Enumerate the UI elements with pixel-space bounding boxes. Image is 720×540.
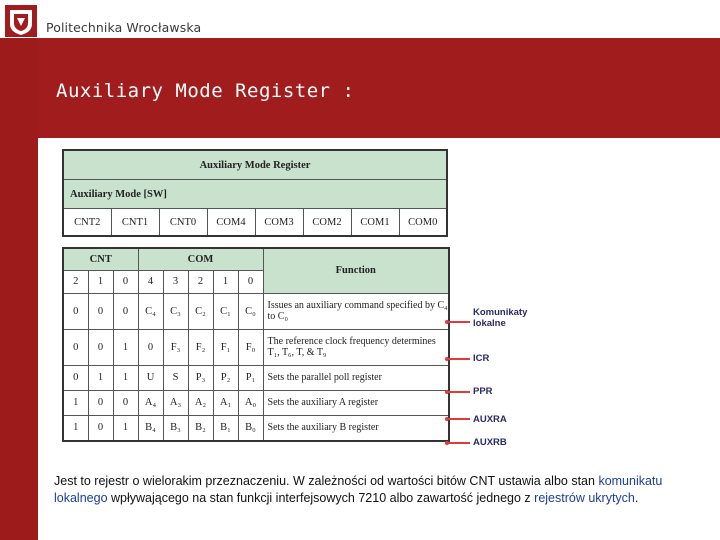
bit-cell: 1: [113, 329, 138, 365]
annotation-komunikaty: Komunikaty lokalne: [473, 307, 528, 329]
table-row: [63, 390, 449, 415]
link-rejestry-ukryte[interactable]: rejestrów ukrytych: [534, 491, 635, 505]
bit-name-cell: COM3: [255, 209, 303, 237]
bit-cell: U: [138, 365, 163, 390]
arrow-line: [448, 442, 470, 444]
bit-name-cell: CNT2: [63, 209, 111, 237]
function-cell: Issues an auxiliary command specified by C₄ to C₀: [263, 293, 449, 329]
bit-cell: 0: [113, 390, 138, 415]
table-row: [63, 329, 449, 365]
description-text: [54, 473, 694, 507]
annotation-ppr: PPR: [473, 386, 493, 397]
bit-cell: P₁: [238, 365, 263, 390]
group-cnt-header: CNT: [63, 248, 138, 270]
bit-cell: 1: [88, 365, 113, 390]
table-row: [63, 293, 449, 329]
bit-cell: A₀: [238, 390, 263, 415]
left-sidebar: [0, 38, 38, 540]
table-caption: Auxiliary Mode Register: [63, 150, 447, 180]
bit-cell: B₂: [188, 415, 213, 441]
bit-number-cell: 1: [213, 270, 238, 293]
bit-number-cell: 2: [63, 270, 88, 293]
university-name: Politechnika Wrocławska: [46, 20, 202, 35]
annotation-auxra: AUXRA: [473, 414, 507, 425]
bit-cell: C₁: [213, 293, 238, 329]
annotation-icr: ICR: [473, 353, 490, 364]
bit-cell: A₂: [188, 390, 213, 415]
bit-cell: C₀: [238, 293, 263, 329]
function-cell: The reference clock frequency determines T₁, T₆, T, & T₉: [263, 329, 449, 365]
function-header: Function: [263, 248, 449, 293]
bit-cell: 0: [88, 293, 113, 329]
register-figure: [58, 145, 458, 460]
bit-cell: 1: [113, 415, 138, 441]
bit-cell: B₃: [163, 415, 188, 441]
bit-number-cell: 3: [163, 270, 188, 293]
bit-cell: A₄: [138, 390, 163, 415]
bit-cell: P₂: [213, 365, 238, 390]
bit-cell: A₃: [163, 390, 188, 415]
annotation-auxrb: AUXRB: [473, 437, 507, 448]
bit-cell: C₃: [163, 293, 188, 329]
register-header-table: [62, 149, 448, 237]
bit-cell: F₁: [213, 329, 238, 365]
bit-name-cell: COM2: [303, 209, 351, 237]
description-part: .: [634, 491, 639, 505]
bit-number-cell: 1: [88, 270, 113, 293]
bit-number-cell: 0: [113, 270, 138, 293]
link-komunikat-lokalny[interactable]: komunikatu lokalnego: [54, 474, 663, 505]
table-subcaption: Auxiliary Mode [SW]: [63, 180, 447, 209]
function-cell: Sets the auxiliary A register: [263, 390, 449, 415]
bit-name-cell: COM1: [351, 209, 399, 237]
function-cell: Sets the auxiliary B register: [263, 415, 449, 441]
bit-cell: 0: [63, 329, 88, 365]
description-part: wpływającego na stan funkcji interfejsowych 7210 albo zawartość jednego z: [107, 491, 535, 505]
bit-name-cell: CNT0: [159, 209, 207, 237]
bit-cell: F₃: [163, 329, 188, 365]
group-com-header: COM: [138, 248, 263, 270]
bit-cell: P₃: [188, 365, 213, 390]
bit-cell: B₁: [213, 415, 238, 441]
table-row: [63, 365, 449, 390]
header-bar: [0, 0, 720, 38]
slide-title: Auxiliary Mode Register :: [56, 80, 355, 102]
bit-cell: B₀: [238, 415, 263, 441]
bit-cell: 1: [113, 365, 138, 390]
arrow-line: [448, 391, 470, 393]
bit-cell: C₂: [188, 293, 213, 329]
bit-cell: 0: [88, 415, 113, 441]
bit-cell: B₄: [138, 415, 163, 441]
arrow-line: [448, 418, 470, 420]
bit-number-cell: 4: [138, 270, 163, 293]
bit-cell: F₂: [188, 329, 213, 365]
bit-number-cell: 0: [238, 270, 263, 293]
bit-cell: 0: [88, 390, 113, 415]
function-cell: Sets the parallel poll register: [263, 365, 449, 390]
description-part: Jest to rejestr o wielorakim przeznaczeniu. W zależności od wartości bitów CNT ustawia albo stan: [54, 474, 599, 488]
bit-number-cell: 2: [188, 270, 213, 293]
bit-cell: 1: [63, 415, 88, 441]
bit-cell: C₄: [138, 293, 163, 329]
bit-cell: 0: [63, 293, 88, 329]
bit-name-cell: COM4: [207, 209, 255, 237]
register-function-table: [62, 247, 450, 442]
bit-name-cell: CNT1: [111, 209, 159, 237]
bit-cell: 0: [138, 329, 163, 365]
table-row: [63, 415, 449, 441]
bit-cell: 0: [113, 293, 138, 329]
bit-name-cell: COM0: [399, 209, 447, 237]
bit-cell: S: [163, 365, 188, 390]
arrow-line: [448, 321, 470, 323]
bit-cell: 1: [63, 390, 88, 415]
bit-cell: F₀: [238, 329, 263, 365]
bit-cell: 0: [63, 365, 88, 390]
bit-cell: A₁: [213, 390, 238, 415]
university-logo-icon: [4, 4, 38, 38]
arrow-line: [448, 358, 470, 360]
bit-cell: 0: [88, 329, 113, 365]
